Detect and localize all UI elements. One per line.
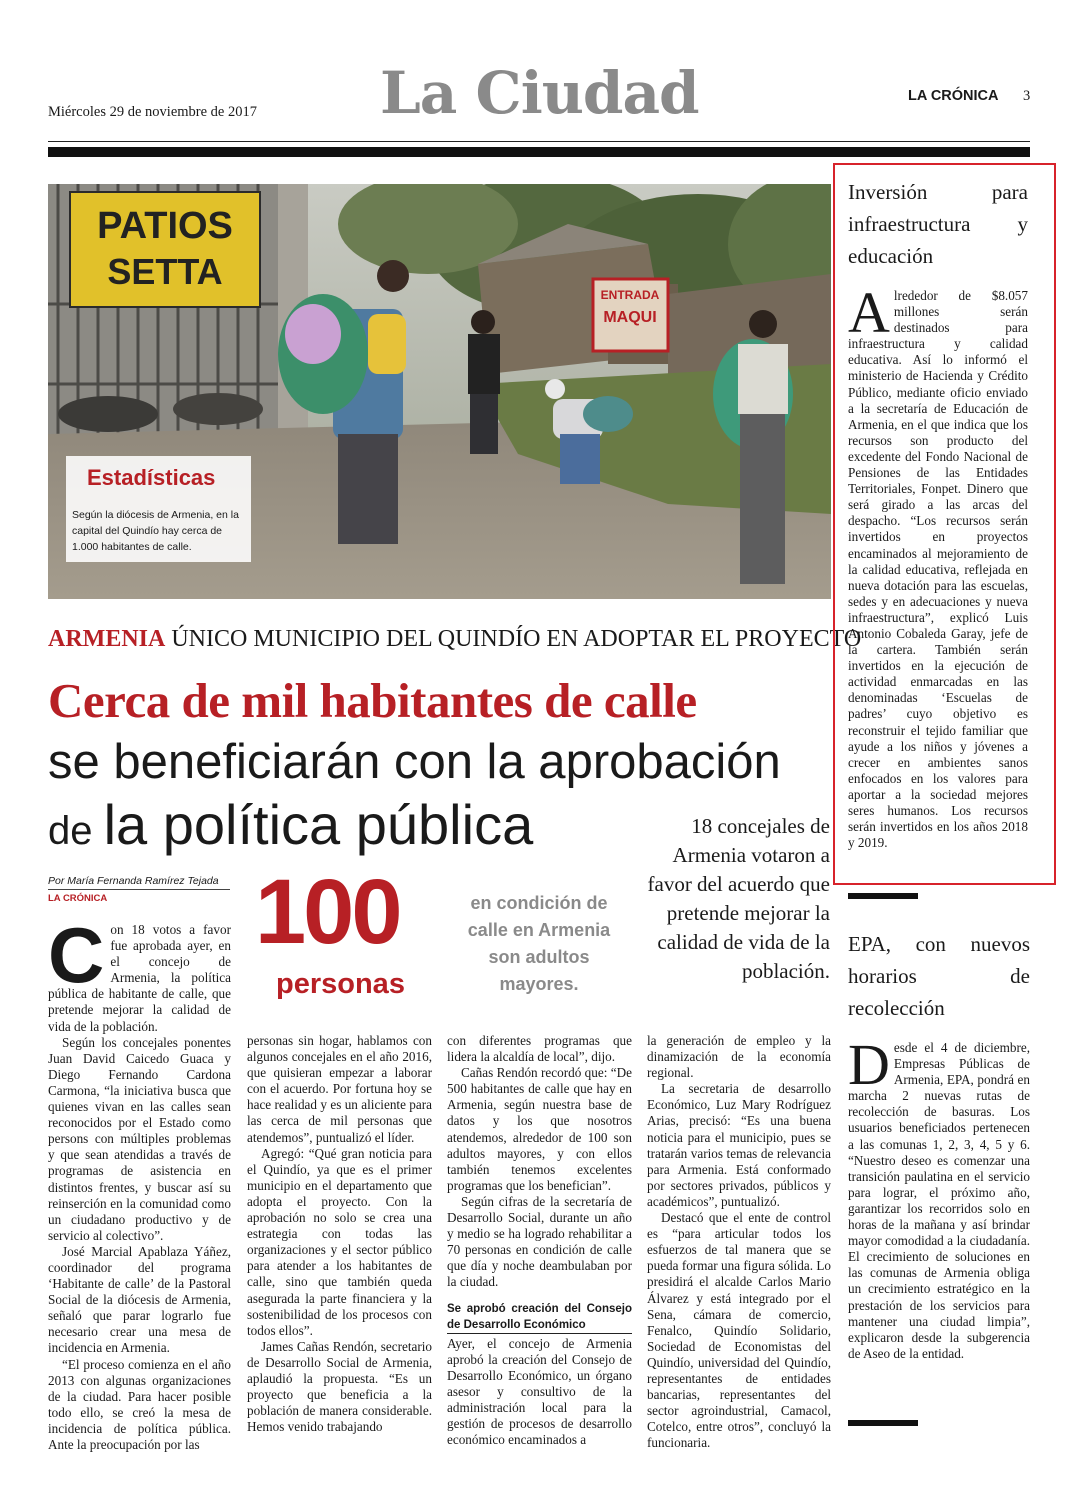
article-paragraph: La secretaria de desarrollo Económico, Luz Mary Rodríguez Arias, precisó: “Es una buena noticia para el municipio, pues se tratarán varios temas de relevancia para Armenia. Está conformado por sectores privados, públicos y académicos”, puntualizó. (647, 1081, 831, 1209)
sidebar-investment-title: Inversión para infraestructura y educación (848, 180, 1028, 268)
article-dropcap: C (48, 911, 105, 999)
sidebar-epa (848, 928, 1030, 1362)
sidebar-epa-text: esde el 4 de diciembre, Empresas Públicas de Armenia, EPA, pondrá en marcha 2 nuevas rutas de recolección de basuras. Los usuarios beneficiados pertenecen a las comunas 1, 2, 3, 4, 5 y 6. “Nuestro deseo es comenzar una transición paulatina en el servicio para lograr, el próximo año, garantizar los recorridos solo en horas de la mañana y así brindar mayor comodidad a la ciudadanía. El crecimiento de soluciones en las comunas de Armenia obliga un crecimiento estratégico en la prestación de los servicios para mantener una ciudad limpia”, explicaron desde la subgerencia de Aseo de la entidad. (848, 1040, 1030, 1361)
headline-line-2: se beneficiarán con la aprobación (48, 735, 781, 789)
article-paragraph: Cañas Rendón recordó que: “De 500 habitantes de calle que hay en Armenia, según nuestra base de datos y los que nosotros atendemos, alrededor de 100 son adultos mayores, y con ellos también tenemos excelentes programas que los benefician”. (447, 1065, 632, 1193)
article-column-3 (447, 1033, 632, 1448)
article-subhead: Se aprobó creación del Consejo de Desarrollo Económico (447, 1301, 632, 1334)
article-column-4 (647, 1033, 831, 1451)
kicker-text: ÚNICO MUNICIPIO DEL QUINDÍO EN ADOPTAR EL PROYECTO (165, 626, 862, 652)
callout-number: 100 (255, 861, 400, 963)
header-rule-thick (48, 147, 1030, 157)
byline-author: Por María Fernanda Ramírez Tejada (48, 875, 230, 890)
kicker-place: ARMENIA (48, 626, 166, 652)
article-paragraph: James Cañas Rendón, secretario de Desarrollo Social de Armenia, aplaudió la propuesta. “Es un proyecto que beneficia a la población de manera considerable. Hemos venido trabajando (247, 1338, 432, 1435)
byline-outlet: LA CRÓNICA (48, 893, 108, 904)
article-paragraph: personas sin hogar, hablamos con algunos concejales en el año 2016, que quisieran empezar a laborar con el acuerdo. Por fortuna hoy se hace realidad y es un aliciente para las cerca de mil personas que atendemos”, puntualizó el líder. (247, 1033, 432, 1145)
article-paragraph: Ayer, el concejo de Armenia aprobó la creación del Consejo de Desarrollo Económico, un órgano asesor y consultivo de la administración local para la gestión de procesos de desarrollo económico encaminados a (447, 1335, 632, 1448)
sidebar-end-divider (848, 1420, 918, 1426)
article-paragraph: Agregó: “Qué gran noticia para el Quindío, ya que es el primer municipio en el departamento que adopta el proyecto. Con la aprobación no solo se crea una estrategia con todas las organizaciones y el sector público para atender a los habitantes de calle, sino que también queda asegurada la parte financiera y la sostenibilidad de los procesos con todos ellos”. (247, 1145, 432, 1338)
article-column-1 (48, 911, 231, 1453)
page-number: 3 (1023, 88, 1031, 104)
sidebar-investment-dropcap: A (848, 280, 890, 345)
article-paragraph: la generación de empleo y la dinamización de la economía regional. (647, 1033, 831, 1081)
article-paragraph: Según cifras de la secretaría de Desarrollo Social, durante un año y medio se ha logrado rehabilitar a 70 personas en condición de calle que día y noche deambulaban por la ciudad. (447, 1193, 632, 1290)
sidebar-investment-text: lrededor de $8.057 millones serán destinados para infraestructura y calidad educativa. Así lo informó el ministerio de Hacienda y Crédito Público, mediante oficio enviado a la secretaría de Educación de Armenia, en el que indica que los recursos son producto del excedente del Fondo Nacional de Pensiones de las Entidades Territoriales, Fonpet. Dinero que será girado a las arcas del despacho. “Los recursos serán invertidos en proyectos encaminados al mejoramiento de la calidad educativa, reflejada en nueva dotación para las escuelas, sedes y en adecuaciones y nueva infraestructura”, explicó Luis Antonio Cobaleda Garay, jefe de la cartera. También serán invertidos en la ejecución de actividad enmarcadas en las denominadas ‘Escuelas de padres’ cuyo objetivo es reconstruir el tejido familiar que ayude a los niños y jóvenes a crecer en ambientes sanos enfocados en los valores para aportar a la sociedad mejores seres humanos. Los recursos serán invertidos en los años 2018 y 2019. (848, 288, 1028, 851)
sign-entrada-text: ENTRADA (600, 288, 660, 302)
article-paragraph: on 18 votos a favor fue aprobada ayer, en el concejo de Armenia, la política pública de habitante de calle, que pretende mejorar la calidad de vida de la población. (48, 922, 231, 1034)
headline-line-3-main: la política pública (103, 793, 534, 856)
header-rule-thin (48, 141, 1030, 142)
article-paragraph: Destacó que el ente de control es “para articular todos los esfuerzos de tal manera que se pueda formar una figura sólida. Lo presidirá el alcalde Carlos Mario Álvarez y está integrado por el Sena, cámara de comercio, Fenalco, Quindío Solidario, Sociedad de Economistas del Quindío, universidad del Quindío, representantes de entidades bancarias, representantes del sector agroindustrial, Camacol, Cotelco, entre otros”, concluyó la funcionaria. (647, 1210, 831, 1451)
sidebar-epa-title: EPA, con nuevos horarios de recolección (848, 932, 1030, 1020)
callout-text: en condición de calle en Armenia son adultos mayores. (467, 893, 611, 994)
article-paragraph: “El proceso comienza en el año 2013 con algunas organizaciones de la ciudad. Para hacer posible todo ello, se creó la mesa de incidencia de política pública. Ante la preocupación por las (48, 1356, 231, 1452)
section-title: La Ciudad (380, 59, 699, 127)
article-paragraph: José Marcial Apablaza Yáñez, coordinador del programa ‘Habitante de calle’ de la Pastoral Social de la diócesis de Armenia, señaló que parar lograrlo fue necesario crear una mesa de incidencia en Armenia. (48, 1243, 231, 1356)
sign-patios-text: PATIOS (97, 205, 233, 247)
issue-date: Miércoles 29 de noviembre de 2017 (48, 104, 257, 120)
sidebar-investment (848, 176, 1028, 851)
subheadline: 18 concejales de Armenia votaron a favor del acuerdo que pretende mejorar la calidad de vida de la población. (647, 814, 830, 983)
article-paragraph: Según los concejales ponentes Juan David Caicedo Guaca y Diego Fernando Cardona Carmona, “la iniciativa busca que quienes vivan en las calles sean reconocidos por el Estado como persons con múltiples problemas y que sean atendidas a través de programas de asistencia en distintos frentes, y buscar así su reinserción en la comunidad como un ciudadano productivo y de servicio al colectivo”. (48, 1034, 231, 1243)
sign-setta-text: SETTA (107, 251, 223, 292)
statistics-text: Según la diócesis de Armenia, en la capital del Quindío hay cerca de 1.000 habitantes de calle. (72, 509, 239, 553)
callout-unit: personas (276, 968, 405, 1000)
headline-line-3-prefix: de (48, 809, 104, 853)
sidebar-divider (848, 893, 918, 899)
headline-line-1: Cerca de mil habitantes de calle (48, 673, 697, 728)
article-paragraph: con diferentes programas que lidera la alcaldía de local”, dijo. (447, 1033, 632, 1065)
kicker (48, 626, 861, 653)
article-column-2 (247, 1033, 432, 1435)
statistics-title: Estadísticas (87, 465, 216, 490)
sidebar-epa-dropcap: D (848, 1032, 890, 1097)
headline-line-3 (48, 792, 533, 857)
sign-maqui-text: MAQUI (603, 309, 657, 326)
newspaper-brand: LA CRÓNICA (908, 88, 999, 104)
